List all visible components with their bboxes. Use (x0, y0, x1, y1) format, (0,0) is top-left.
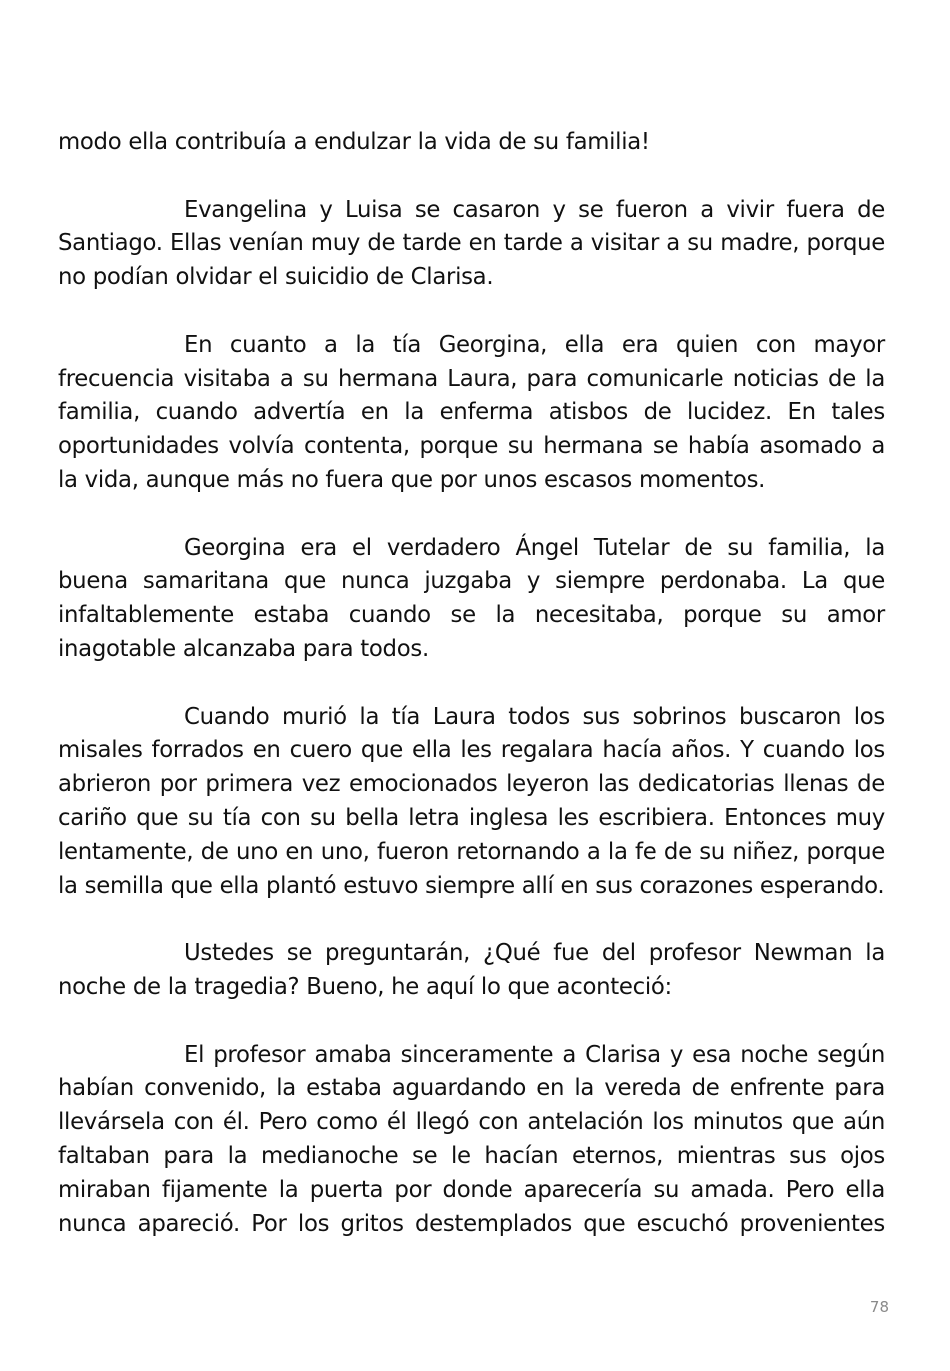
paragraph-7: El profesor amaba sinceramente a Clarisa y esa noche según habían convenido, la estaba aguardando en la vereda de enfrente para llevársela con él. Pero como él llegó con antelación los minutos que aún faltaban para la medianoche se le hacían eternos, mientras sus ojos miraban fijamente la puerta por donde aparecería su amada. Pero ella nunca apareció. Por los gritos destemplados que escuchó provenientes (58, 1041, 885, 1237)
paragraph-3: En cuanto a la tía Georgina, ella era quien con mayor frecuencia visitaba a su hermana Laura, para comunicarle noticias de la familia, cuando advertía en la enferma atisbos de lucidez. En tales oportunidades volvía contenta, porque su hermana se había asomado a la vida, aunque más no fuera que por unos escasos momentos. (58, 331, 885, 493)
paragraph-1: modo ella contribuía a endulzar la vida de su familia! (58, 129, 650, 155)
paragraph-6: Ustedes se preguntarán, ¿Qué fue del profesor Newman la noche de la tragedia? Bueno, he aquí lo que aconteció: (58, 940, 885, 1000)
page-number: 78 (869, 1298, 889, 1316)
paragraph-2: Evangelina y Luisa se casaron y se fueron a vivir fuera de Santiago. Ellas venían muy de tarde en tarde a visitar a su madre, porque no podían olvidar el suicidio de Clarisa. (58, 196, 885, 291)
paragraph-5: Cuando murió la tía Laura todos sus sobrinos buscaron los misales forrados en cuero que ella les regalara hacía años. Y cuando los abrieron por primera vez emocionados leyeron las dedicatorias llenas de cariño que su tía con su bella letra inglesa les escribiera. Entonces muy lentamente, de uno en uno, fueron retornando a la fe de su niñez, porque la semilla que ella plantó estuvo siempre allí en sus corazones esperando. (58, 703, 885, 899)
page-body (58, 126, 885, 1241)
paragraph-4: Georgina era el verdadero Ángel Tutelar de su familia, la buena samaritana que nunca juzgaba y siempre perdonaba. La que infaltablemente estaba cuando se la necesitaba, porque su amor inagotable alcanzaba para todos. (58, 534, 885, 662)
